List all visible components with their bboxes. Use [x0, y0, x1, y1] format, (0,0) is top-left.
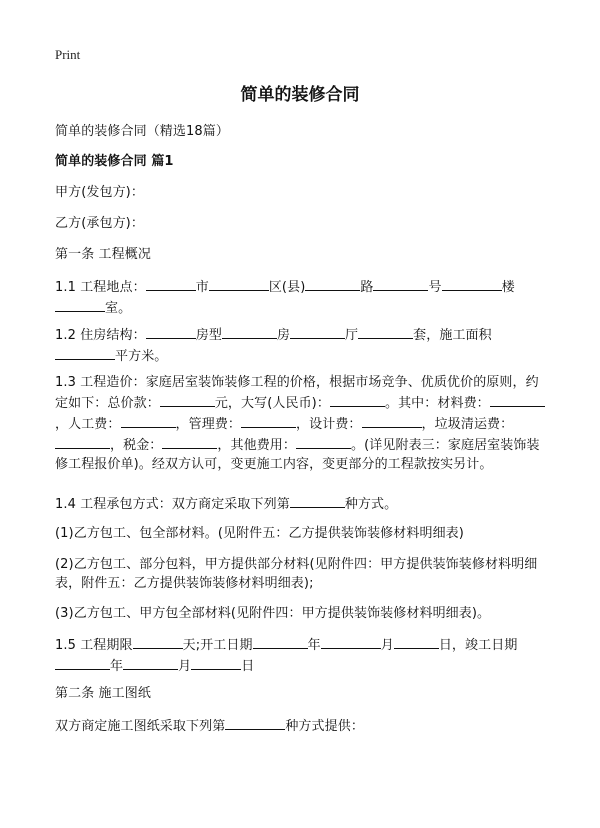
fill-blank[interactable] [358, 324, 413, 339]
fill-blank[interactable] [290, 493, 345, 508]
clause-1-3: 1.3 工程造价：家庭居室装饰装修工程的价格，根据市场竞争、优质优价的原则，约定如下：总价款： 元，大写(人民币)： 。其中：材料费：，人工费： ，管理费： ，设计费： ，垃圾清运费：，税金： ，其他费用： 。(详见附表三：家庭居室装饰装修工程报价单)。经双方认可，变更施工内容，变更部分的工程款按实另计。 [55, 373, 545, 474]
option-3: (3)乙方包工、甲方包全部材料(见附件四：甲方提供装饰装修材料明细表)。 [55, 606, 491, 621]
fill-blank[interactable] [123, 655, 178, 670]
fill-blank[interactable] [191, 655, 241, 670]
fill-blank[interactable] [55, 297, 105, 312]
option-2: (2)乙方包工、部分包料，甲方提供部分材料(见附件四：甲方提供装饰装修材料明细表，附件五：乙方提供装饰装修材料明细表); [55, 557, 538, 591]
fill-blank[interactable] [55, 655, 110, 670]
fill-blank[interactable] [162, 434, 217, 449]
clause-1-1: 1.1 工程地点： 市 区(县) 路 号 楼 室。 [55, 276, 545, 318]
article-1-heading: 第一条 工程概况 [55, 247, 151, 262]
fill-blank[interactable] [146, 324, 196, 339]
fill-blank[interactable] [253, 634, 308, 649]
fill-blank[interactable] [394, 634, 439, 649]
fill-blank[interactable] [121, 413, 176, 428]
drawings-clause: 双方商定施工图纸采取下列第 种方式提供： [55, 715, 545, 736]
fill-blank[interactable] [305, 276, 360, 291]
fill-blank[interactable] [55, 345, 115, 360]
fill-blank[interactable] [241, 413, 296, 428]
fill-blank[interactable] [442, 276, 502, 291]
section-heading: 简单的装修合同 篇1 [55, 154, 174, 169]
option-1: (1)乙方包工、包全部材料。(见附件五：乙方提供装饰装修材料明细表) [55, 526, 464, 541]
subtitle: 简单的装修合同（精选18篇） [55, 124, 229, 139]
fill-blank[interactable] [321, 634, 381, 649]
fill-blank[interactable] [222, 324, 277, 339]
fill-blank[interactable] [362, 413, 422, 428]
party-a-line: 甲方(发包方)： [55, 185, 144, 200]
fill-blank[interactable] [296, 434, 351, 449]
fill-blank[interactable] [330, 392, 385, 407]
fill-blank[interactable] [225, 715, 285, 730]
fill-blank[interactable] [490, 392, 545, 407]
fill-blank[interactable] [133, 634, 183, 649]
fill-blank[interactable] [160, 392, 215, 407]
clause-1-5: 1.5 工程期限 天;开工日期 年 月 日，竣工日期年 月 日 [55, 634, 545, 676]
article-2-heading: 第二条 施工图纸 [55, 686, 151, 701]
fill-blank[interactable] [290, 324, 345, 339]
fill-blank[interactable] [55, 434, 110, 449]
page-title: 简单的装修合同 [240, 85, 360, 105]
clause-1-2: 1.2 住房结构： 房型 房 厅 套，施工面积 平方米。 [55, 324, 545, 366]
party-b-line: 乙方(承包方)： [55, 216, 144, 231]
fill-blank[interactable] [209, 276, 269, 291]
clause-1-4: 1.4 工程承包方式：双方商定采取下列第 种方式。 [55, 493, 545, 514]
fill-blank[interactable] [373, 276, 428, 291]
print-link[interactable]: Print [55, 47, 81, 62]
fill-blank[interactable] [146, 276, 196, 291]
